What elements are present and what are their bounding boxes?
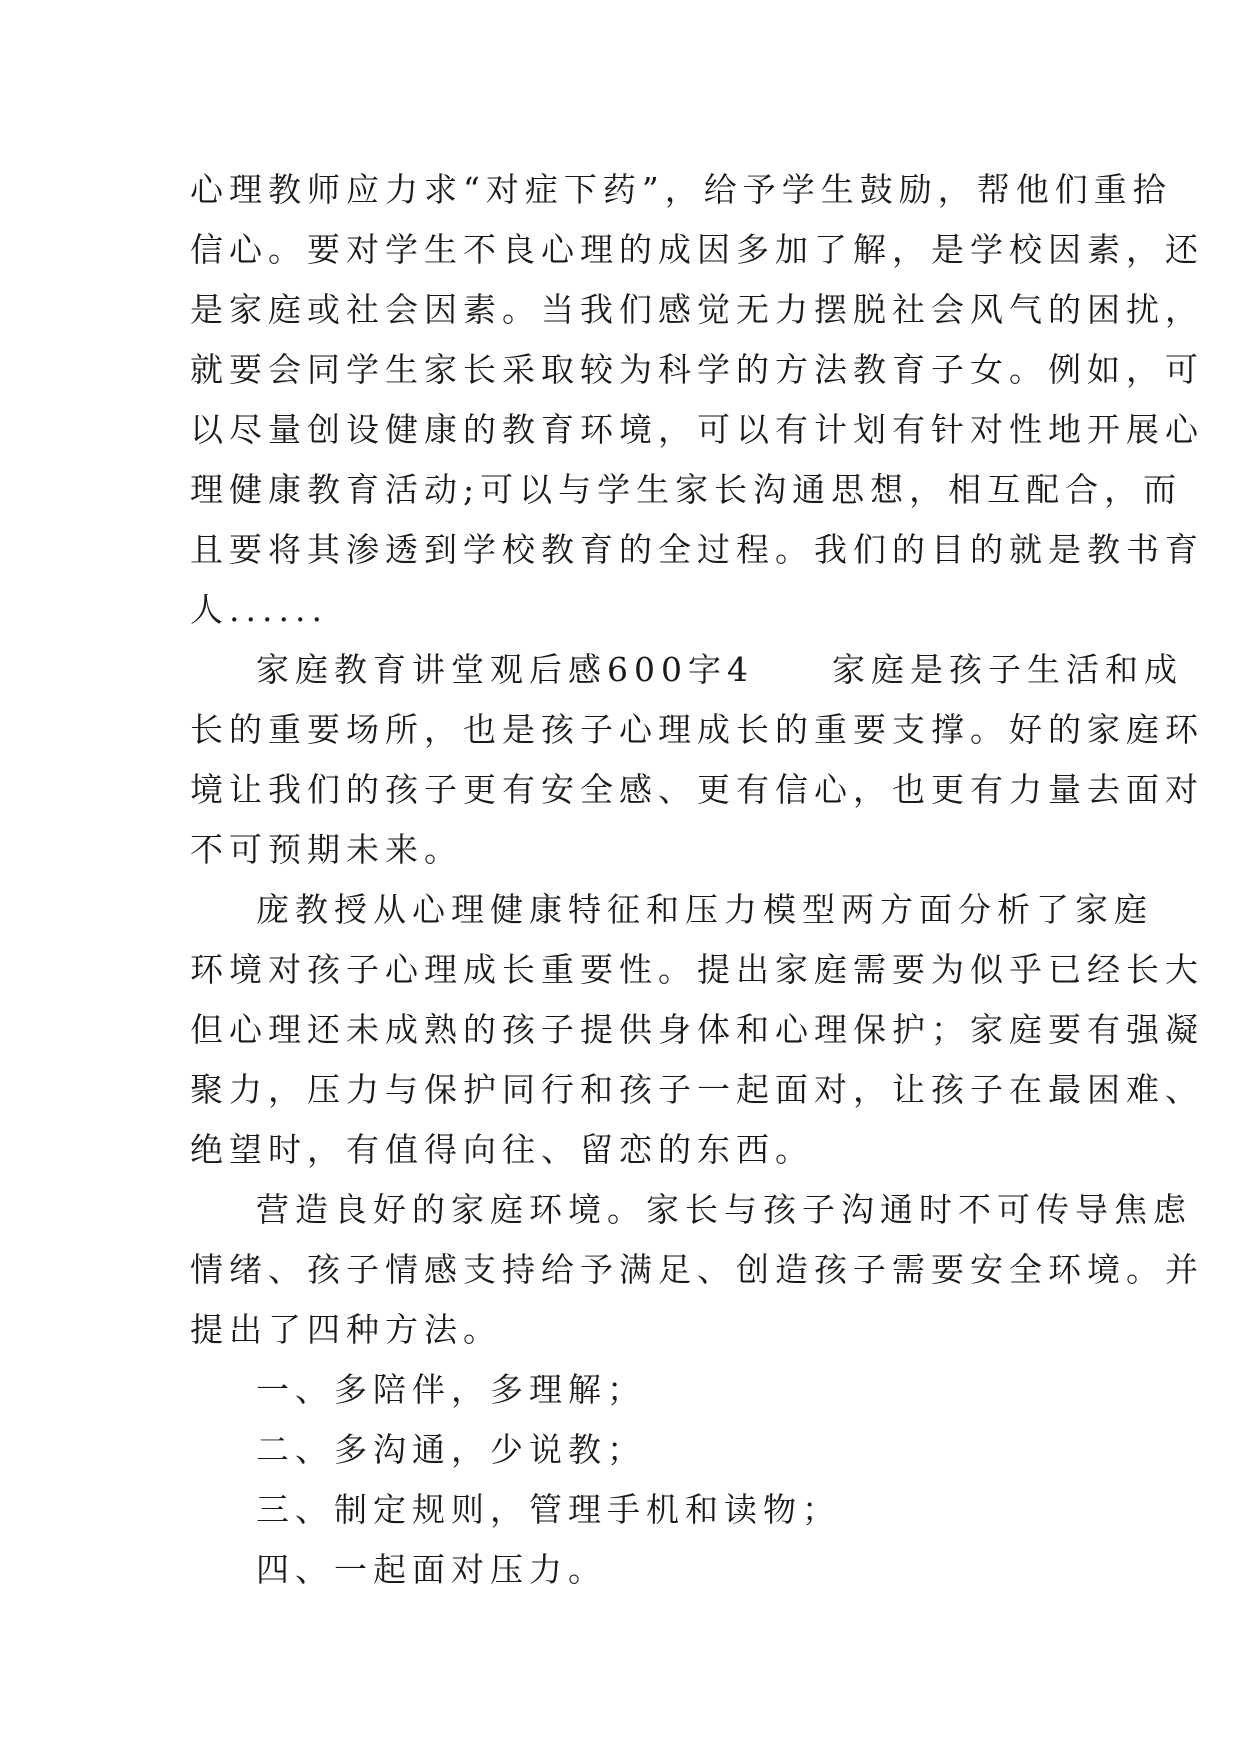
text-line: 聚力，压力与保护同行和孩子一起面对，让孩子在最困难、 [190,1070,1204,1109]
list-item: 一、多陪伴，多理解； [256,1370,646,1409]
text-line: 人...... [190,590,328,629]
text-line: 以尽量创设健康的教育环境，可以有计划有针对性地开展心 [190,410,1204,449]
text-line: 是家庭或社会因素。当我们感觉无力摆脱社会风气的困扰， [190,290,1204,329]
text-line: 就要会同学生家长采取较为科学的方法教育子女。例如，可 [190,350,1204,389]
paragraph-start-line: 营造良好的家庭环境。家长与孩子沟通时不可传导焦虑 [256,1190,1192,1229]
list-item: 四、一起面对压力。 [256,1550,607,1589]
document-body [190,160,1204,1600]
text-line: 理健康教育活动;可以与学生家长沟通思想，相互配合，而 [190,470,1183,509]
text-line: 但心理还未成熟的孩子提供身体和心理保护；家庭要有强凝 [190,1010,1204,1049]
text-line: 且要将其渗透到学校教育的全过程。我们的目的就是教书育 [190,530,1204,569]
text-line: 长的重要场所，也是孩子心理成长的重要支撑。好的家庭环 [190,710,1204,749]
text-line: 心理教师应力求“对症下药”，给予学生鼓励，帮他们重拾 [190,170,1172,209]
section-heading-line: 家庭教育讲堂观后感600字4 家庭是孩子生活和成 [256,650,1183,689]
text-line: 情绪、孩子情感支持给予满足、创造孩子需要安全环境。并 [190,1250,1204,1289]
list-item: 三、制定规则，管理手机和读物； [256,1490,841,1529]
list-item: 二、多沟通，少说教； [256,1430,646,1469]
text-line: 境让我们的孩子更有安全感、更有信心，也更有力量去面对 [190,770,1204,809]
paragraph-start-line: 庞教授从心理健康特征和压力模型两方面分析了家庭 [256,890,1153,929]
text-line: 绝望时，有值得向往、留恋的东西。 [190,1130,814,1169]
text-line: 信心。要对学生不良心理的成因多加了解，是学校因素，还 [190,230,1204,269]
text-line: 提出了四种方法。 [190,1310,502,1349]
text-line: 环境对孩子心理成长重要性。提出家庭需要为似乎已经长大 [190,950,1204,989]
text-line: 不可预期未来。 [190,830,463,869]
